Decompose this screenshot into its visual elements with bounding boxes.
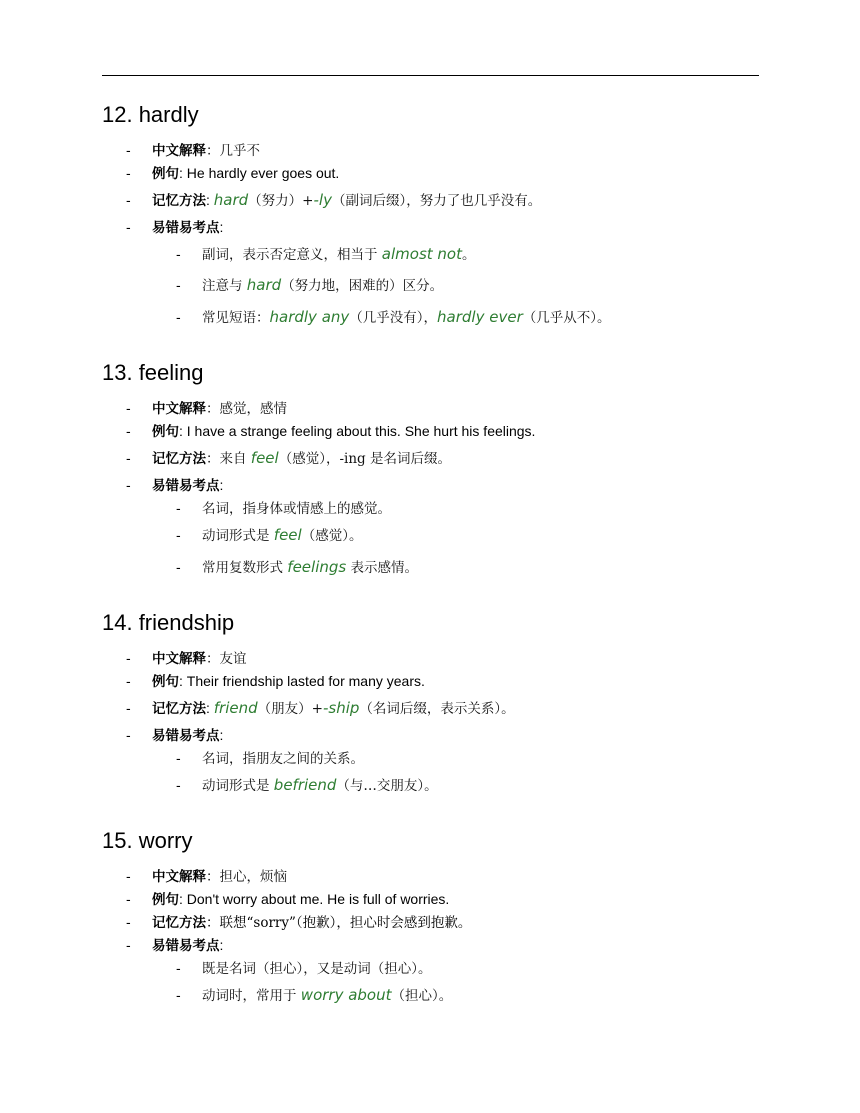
meaning-row <box>126 140 260 161</box>
bullet: - <box>176 987 181 1003</box>
bullet: - <box>126 650 131 666</box>
mistake-item <box>176 748 364 769</box>
mistake-text: 名词，指朋友之间的关系。 <box>202 751 364 767</box>
bullet: - <box>126 868 131 884</box>
bullet: - <box>126 673 131 689</box>
mistake-item <box>176 525 362 546</box>
bullet: - <box>126 142 131 158</box>
memory-text: ：联想“sorry”（抱歉），担心时会感到抱歉。 <box>206 915 472 931</box>
mistake-text: 常见短语： <box>202 310 270 326</box>
bullet: - <box>126 423 131 439</box>
meaning-text: ：几乎不 <box>206 143 260 159</box>
mistake-text: （担心）。 <box>391 988 453 1004</box>
memory-sep: : <box>206 700 214 716</box>
memory-suffix: -ly <box>313 191 332 209</box>
mistakes-label: 易错易考点 <box>152 728 220 744</box>
bullet: - <box>176 500 181 516</box>
memory-label: 记忆方法 <box>152 193 206 209</box>
mistake-text: 动词形式是 <box>202 528 274 544</box>
mistakes-label: 易错易考点 <box>152 938 220 954</box>
mistakes-sep: : <box>219 727 224 743</box>
bullet: - <box>176 559 181 575</box>
mistake-item <box>176 307 610 328</box>
meaning-text: ：友谊 <box>206 651 247 667</box>
mistakes-row <box>126 935 223 956</box>
example-text: : Their friendship lasted for many years. <box>179 673 425 689</box>
memory-text: （朋友）+ <box>257 701 323 717</box>
entry-heading-feeling: 13. feeling <box>102 360 204 385</box>
mistakes-row <box>126 475 223 496</box>
memory-row <box>126 448 451 469</box>
example-text: : Don't worry about me. He is full of worries. <box>179 891 450 907</box>
memory-row <box>126 912 471 933</box>
memory-sep: : <box>206 192 214 208</box>
bullet: - <box>176 246 181 262</box>
meaning-text: ：感觉，感情 <box>206 401 287 417</box>
memory-text: （副词后缀），努力了也几乎没有。 <box>331 193 542 209</box>
mistake-text: 名词，指身体或情感上的感觉。 <box>202 501 391 517</box>
example-row <box>126 889 449 910</box>
bullet: - <box>126 727 131 743</box>
bullet: - <box>176 960 181 976</box>
example-row <box>126 671 425 692</box>
mistake-text: 注意与 <box>202 278 247 294</box>
example-row <box>126 421 535 442</box>
mistakes-label: 易错易考点 <box>152 220 220 236</box>
mistake-highlight: almost not <box>381 245 462 263</box>
mistake-highlight: hard <box>246 276 282 294</box>
example-row <box>126 163 339 184</box>
mistake-text: 。 <box>461 247 476 263</box>
mistake-item <box>176 244 475 265</box>
mistake-text: （感觉）。 <box>301 528 363 544</box>
memory-label: 记忆方法 <box>152 701 206 717</box>
bullet: - <box>126 450 131 466</box>
mistake-item <box>176 275 443 296</box>
bullet: - <box>126 165 131 181</box>
bullet: - <box>126 914 131 930</box>
mistakes-sep: : <box>219 219 224 235</box>
bullet: - <box>126 192 131 208</box>
memory-root: feel <box>250 449 279 467</box>
entry-heading-worry: 15. worry <box>102 828 193 853</box>
memory-root: friend <box>213 699 258 717</box>
bullet: - <box>126 477 131 493</box>
entry-heading-friendship: 14. friendship <box>102 610 235 635</box>
example-label: 例句 <box>152 674 179 690</box>
mistake-text: 表示感情。 <box>346 560 419 576</box>
memory-row <box>126 698 515 719</box>
memory-text: （名词后缀，表示关系）。 <box>359 701 515 717</box>
mistake-text: 副词，表示否定意义，相当于 <box>202 247 382 263</box>
mistake-highlight: feel <box>273 526 302 544</box>
bullet: - <box>126 700 131 716</box>
mistake-highlight: befriend <box>273 776 337 794</box>
mistake-text: （几乎从不）。 <box>522 310 611 326</box>
bullet: - <box>126 937 131 953</box>
bullet: - <box>176 777 181 793</box>
mistake-text: （与…交朋友）。 <box>336 778 438 794</box>
entry-heading-hardly: 12. hardly <box>102 102 199 127</box>
mistakes-sep: : <box>219 477 224 493</box>
meaning-label: 中文解释 <box>152 651 206 667</box>
meaning-row <box>126 398 287 419</box>
mistake-text: 既是名词（担心），又是动词（担心）。 <box>202 961 432 977</box>
example-label: 例句 <box>152 892 179 908</box>
mistakes-row <box>126 725 223 746</box>
mistake-text: 常用复数形式 <box>202 560 288 576</box>
mistake-item <box>176 775 438 796</box>
mistake-text: 动词时，常用于 <box>202 988 301 1004</box>
bullet: - <box>126 219 131 235</box>
example-label: 例句 <box>152 166 179 182</box>
mistake-highlight: hardly any <box>269 308 350 326</box>
mistake-item <box>176 958 432 979</box>
bullet: - <box>176 277 181 293</box>
memory-text: （努力）+ <box>248 193 314 209</box>
mistake-item <box>176 985 452 1006</box>
bullet: - <box>176 750 181 766</box>
memory-text: （感觉），-ing 是名词后缀。 <box>278 451 451 467</box>
memory-label: 记忆方法 <box>152 915 206 931</box>
meaning-label: 中文解释 <box>152 869 206 885</box>
bullet: - <box>176 309 181 325</box>
example-label: 例句 <box>152 424 179 440</box>
mistakes-sep: : <box>219 937 224 953</box>
bullet: - <box>126 400 131 416</box>
example-text: : I have a strange feeling about this. She hurt his feelings. <box>179 423 536 439</box>
mistake-text: （几乎没有）， <box>349 310 438 326</box>
meaning-row <box>126 648 247 669</box>
mistakes-label: 易错易考点 <box>152 478 220 494</box>
mistakes-row <box>126 217 223 238</box>
bullet: - <box>176 527 181 543</box>
meaning-row <box>126 866 287 887</box>
mistake-text: 动词形式是 <box>202 778 274 794</box>
memory-row <box>126 190 541 211</box>
memory-root: hard <box>213 191 249 209</box>
meaning-text: ：担心，烦恼 <box>206 869 287 885</box>
example-text: : He hardly ever goes out. <box>179 165 340 181</box>
top-divider <box>102 75 759 76</box>
mistake-item <box>176 557 418 578</box>
mistake-highlight: worry about <box>300 986 392 1004</box>
bullet: - <box>126 891 131 907</box>
mistake-highlight: hardly ever <box>437 308 523 326</box>
mistake-highlight: feelings <box>287 558 347 576</box>
meaning-label: 中文解释 <box>152 143 206 159</box>
memory-sep: ：来自 <box>206 451 251 467</box>
memory-suffix: -ship <box>322 699 360 717</box>
mistake-text: （努力地，困难的）区分。 <box>281 278 444 294</box>
meaning-label: 中文解释 <box>152 401 206 417</box>
memory-label: 记忆方法 <box>152 451 206 467</box>
mistake-item <box>176 498 391 519</box>
